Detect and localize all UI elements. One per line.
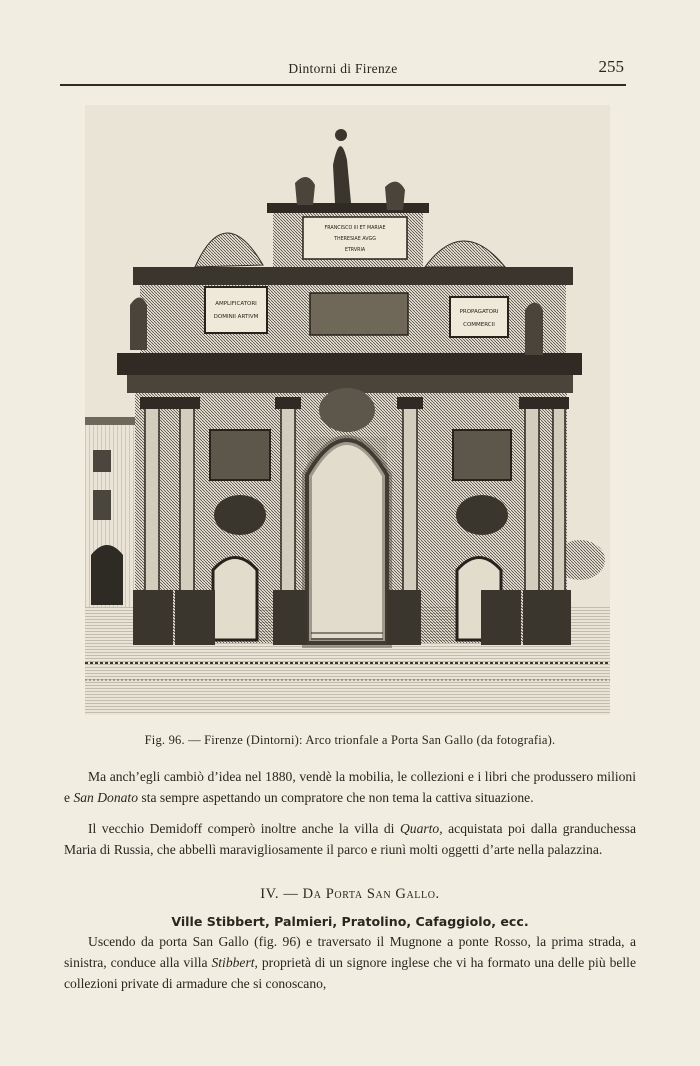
plaque-top-line-1: FRANCISCO III ET MARIAE — [324, 226, 386, 231]
figure-caption: Fig. 96. — Firenze (Dintorni): Arco trionfale a Porta San Gallo (da fotografia). — [144, 733, 556, 747]
paragraph-2 — [64, 819, 636, 861]
paragraph-1 — [64, 767, 636, 809]
paragraph-1-italic: San Donato — [73, 789, 139, 805]
plaque-left-line-2: DOMINII ARTIVM — [213, 314, 259, 320]
paragraph-1-text-a: Ma anch’egli cambiò d’idea nel 1880, vendè la mobilia, le collezioni e i libri che produssero milioni e — [64, 769, 636, 805]
engraving-figure — [85, 105, 610, 715]
paragraph-2-italic: Quarto — [399, 821, 440, 836]
paragraph-3 — [64, 932, 636, 994]
paragraph-3-text-b: , proprietà di un signore inglese che vi ha formato una delle più belle collezioni private di armadure che si conoscano, — [64, 954, 636, 991]
paragraph-3-text-a: Uscendo da porta San Gallo (fig. 96) e traversato il Mugnone a ponte Rosso, la prima strada, a sinistra, conduce alla villa — [64, 934, 636, 970]
paragraph-2-text-b: , acquistata poi dalla granduchessa Maria di Russia, che abbellì maravigliosamente il parco e riunì molti oggetti d’arte nella palazzina. — [64, 821, 636, 857]
plaque-right-line-2: COMMERCII — [463, 322, 495, 328]
section-heading: IV. — Da Porta San Gallo. — [260, 886, 440, 902]
section-subheading: Ville Stibbert, Palmieri, Pratolino, Cafaggiolo, ecc. — [171, 914, 529, 929]
plaque-top-line-3: ETRVRIA — [344, 248, 366, 253]
running-header — [60, 56, 626, 86]
running-title: Dintorni di Firenze — [288, 61, 398, 76]
paragraph-3-italic: Stibbert — [211, 954, 255, 970]
paragraph-2-text-a: Il vecchio Demidoff comperò inoltre anche la villa di — [88, 821, 400, 836]
plaque-top-line-2: THERESIAE AVGG — [334, 237, 376, 242]
page-number: 255 — [598, 57, 624, 76]
triumphal-arch-illustration — [85, 105, 610, 715]
paragraph-1-text-b: sta sempre aspettando un compratore che non tema la cattiva situazione. — [138, 789, 534, 805]
plaque-left-line-1: AMPLIFICATORI — [215, 301, 257, 307]
plaque-right-line-1: PROPAGATORI — [459, 309, 499, 315]
